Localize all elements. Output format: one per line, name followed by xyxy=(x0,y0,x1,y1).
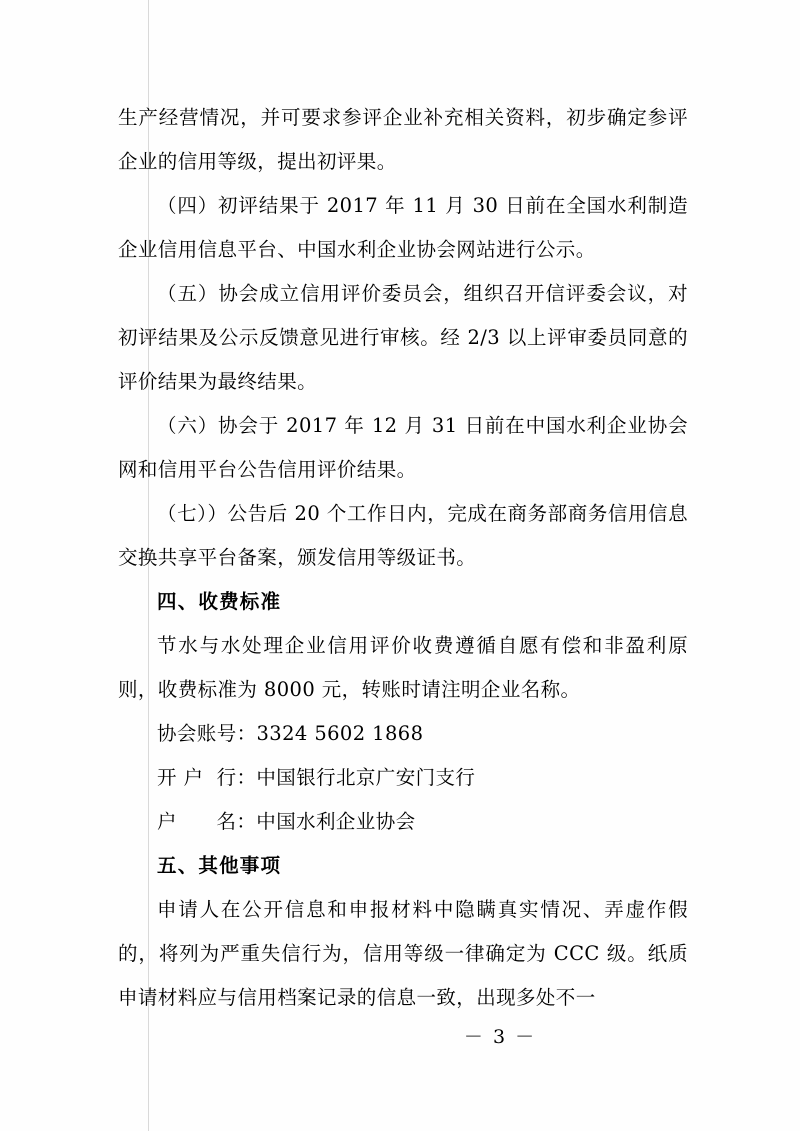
paragraph-account-name: 户 名：中国水利企业协会 xyxy=(157,810,416,833)
paragraph-item-5: （五）协会成立信用评价委员会，组织召开信评委会议，对初评结果及公示反馈意见进行审核。经 2/3 以上评审委员同意的评价结果为最终结果。 xyxy=(118,282,688,393)
page-number: － 3 － xyxy=(463,1026,537,1048)
paragraph-other-matters-body: 申请人在公开信息和申报材料中隐瞒真实情况、弄虚作假的，将列为严重失信行为，信用等级一律确定为 CCC 级。纸质申请材料应与信用档案记录的信息一致，出现多处不一 xyxy=(118,898,688,1009)
paragraph-item-4: （四）初评结果于 2017 年 11 月 30 日前在全国水利制造企业信用信息平台、中国水利企业协会网站进行公示。 xyxy=(118,194,688,261)
heading-other-matters: 五、其他事项 xyxy=(157,854,282,877)
heading-fee-standard: 四、收费标准 xyxy=(157,590,282,613)
paragraph-fee-detail: 节水与水处理企业信用评价收费遵循自愿有偿和非盈利原则，收费标准为 8000 元，转账时请注明企业名称。 xyxy=(118,634,688,701)
paragraph-account-number: 协会账号：3324 5602 1868 xyxy=(157,722,424,745)
paragraph-item-7: （七））公告后 20 个工作日内，完成在商务部商务信用信息交换共享平台备案，颁发信用等级证书。 xyxy=(118,502,688,569)
paragraph-account-bank: 开 户 行：中国银行北京广安门支行 xyxy=(157,766,476,789)
paragraph-continued: 生产经营情况，并可要求参评企业补充相关资料，初步确定参评企业的信用等级，提出初评果。 xyxy=(118,106,688,173)
paragraph-item-6: （六）协会于 2017 年 12 月 31 日前在中国水利企业协会网和信用平台公告信用评价结果。 xyxy=(118,414,688,481)
document-body xyxy=(118,96,688,1020)
